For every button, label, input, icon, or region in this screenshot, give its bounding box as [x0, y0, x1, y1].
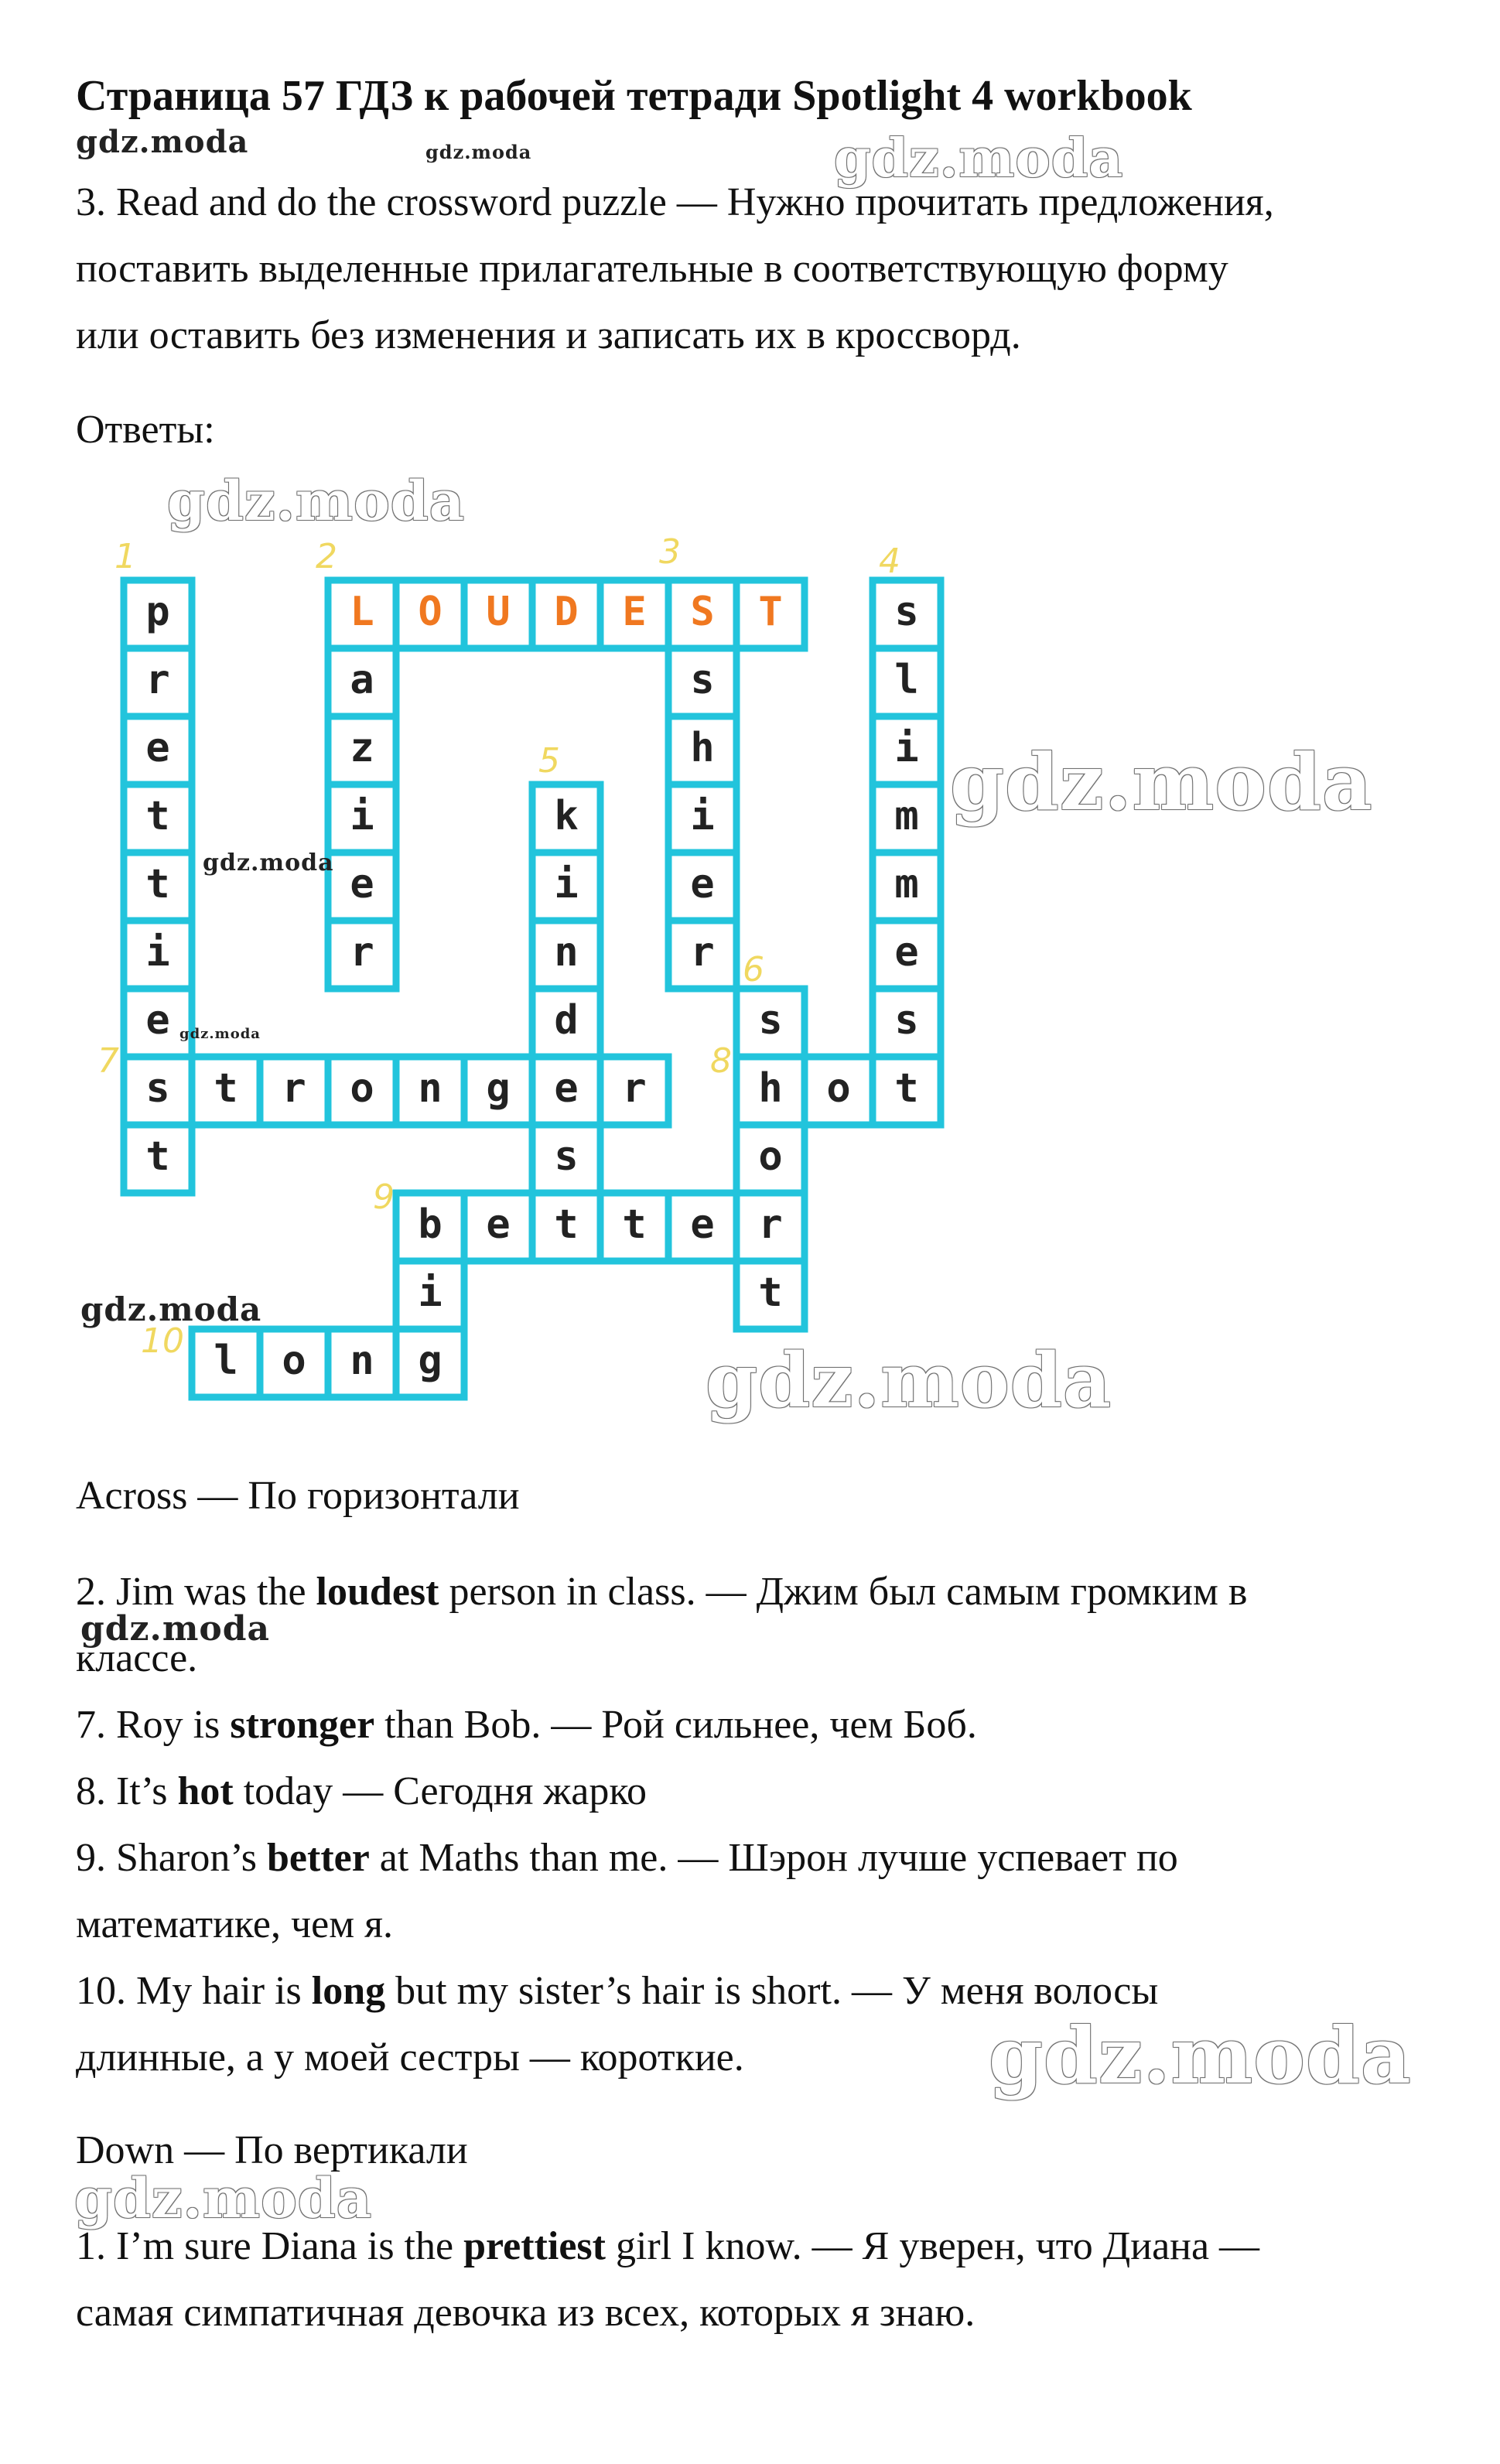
answers-label: Ответы:	[76, 408, 215, 452]
crossword-letter: o	[826, 1065, 851, 1112]
crossword-letter: L	[350, 589, 374, 636]
crossword-letter: n	[350, 1338, 374, 1385]
crossword-letter: S	[690, 589, 715, 636]
crossword-letter: h	[758, 1065, 783, 1112]
crossword-letter: a	[350, 657, 374, 704]
crossword-letter: D	[554, 589, 579, 636]
crossword-letter: i	[554, 861, 579, 908]
crossword-letter: i	[894, 725, 919, 772]
crossword-letter: s	[894, 589, 919, 636]
crossword-letter: n	[554, 929, 579, 976]
crossword-letter: l	[214, 1338, 238, 1385]
crossword-letter: r	[350, 929, 374, 976]
across-item-10: 10. My hair is long but my sister’s hair is short. — У меня волосы	[76, 1969, 1159, 2013]
clue-number: 5	[538, 741, 560, 781]
crossword-letter: r	[690, 929, 715, 976]
crossword-letter: s	[145, 1065, 170, 1112]
watermark: gdz.moda	[425, 141, 532, 163]
across-item-2-cont: классе.	[76, 1636, 198, 1680]
crossword-letter: e	[486, 1201, 511, 1249]
crossword-letter: T	[758, 589, 783, 636]
crossword-letter: i	[350, 793, 374, 840]
crossword-letter: p	[145, 589, 170, 636]
down-item-1: 1. I’m sure Diana is the prettiest girl I know. — Я уверен, что Диана —	[76, 2224, 1260, 2268]
down-item-1-cont: самая симпатичная девочка из всех, которых я знаю.	[76, 2291, 976, 2335]
clue-number: 9	[373, 1177, 395, 1217]
crossword-letter: l	[894, 657, 919, 704]
crossword-letter: O	[418, 589, 442, 636]
crossword-letter: k	[554, 793, 579, 840]
watermark: gdz.moda	[989, 2010, 1412, 2101]
crossword-letter: d	[554, 997, 579, 1044]
crossword-letter: g	[486, 1065, 511, 1112]
crossword-letter: e	[145, 725, 170, 772]
across-item-7: 7. Roy is stronger than Bob. — Рой сильнее, чем Боб.	[76, 1703, 977, 1747]
crossword-letter: g	[418, 1338, 442, 1385]
crossword-letter: o	[350, 1065, 374, 1112]
watermark: gdz.moda	[203, 849, 334, 877]
watermark: gdz.moda	[834, 128, 1124, 190]
crossword-letter: r	[758, 1201, 783, 1249]
crossword-letter: e	[690, 861, 715, 908]
clue-number: 3	[659, 532, 681, 572]
crossword-letter: m	[894, 793, 919, 840]
clue-number: 2	[316, 537, 337, 576]
crossword-letter: m	[894, 861, 919, 908]
watermark: gdz.moda	[167, 469, 466, 533]
crossword-letter: e	[145, 997, 170, 1044]
across-item-2: 2. Jim was the loudest person in class. — Джим был самым громким в	[76, 1570, 1248, 1614]
watermark: gdz.moda	[80, 1290, 262, 1328]
across-item-9-cont: математике, чем я.	[76, 1902, 394, 1946]
task-line-3: или оставить без изменения и записать их в кроссворд.	[76, 313, 1021, 357]
task-line-1: 3. Read and do the crossword puzzle — Нужно прочитать предложения,	[76, 180, 1274, 224]
clue-number: 7	[97, 1041, 119, 1081]
crossword-letter: b	[418, 1201, 442, 1249]
across-item-8: 8. It’s hot today — Сегодня жарко	[76, 1769, 647, 1813]
crossword-letter: i	[690, 793, 715, 840]
crossword-letter: e	[350, 861, 374, 908]
crossword-letter: h	[690, 725, 715, 772]
clue-number: 8	[710, 1041, 732, 1081]
watermark: gdz.moda	[80, 1609, 271, 1649]
crossword-letter: t	[145, 861, 170, 908]
crossword-letter: e	[554, 1065, 579, 1112]
crossword-letter: e	[690, 1201, 715, 1249]
clue-number: 10	[141, 1321, 184, 1361]
crossword-letter: s	[554, 1133, 579, 1181]
crossword-letter: n	[418, 1065, 442, 1112]
crossword-letter: s	[758, 997, 783, 1044]
crossword-letter: t	[622, 1201, 647, 1249]
crossword-letter: z	[350, 725, 374, 772]
clue-number: 4	[879, 542, 900, 581]
watermark: gdz.moda	[76, 124, 249, 160]
watermark: gdz.moda	[179, 1026, 261, 1042]
watermark: gdz.moda	[74, 2166, 373, 2230]
crossword-letter: t	[214, 1065, 238, 1112]
crossword-letter: o	[282, 1338, 306, 1385]
crossword-letter: t	[145, 793, 170, 840]
page-title: Страница 57 ГДЗ к рабочей тетради Spotlight 4 workbook	[76, 72, 1192, 120]
crossword-letter: U	[486, 589, 511, 636]
crossword-letter: r	[282, 1065, 306, 1112]
crossword-letter: i	[145, 929, 170, 976]
crossword-letter: o	[758, 1133, 783, 1181]
crossword-letter: t	[554, 1201, 579, 1249]
crossword-letter: t	[894, 1065, 919, 1112]
crossword-letter: e	[894, 929, 919, 976]
watermark: gdz.moda	[950, 736, 1373, 828]
crossword-letter: t	[758, 1270, 783, 1317]
crossword-letter: s	[690, 657, 715, 704]
task-line-2: поставить выделенные прилагательные в соответствующую форму	[76, 247, 1228, 291]
crossword-letter: i	[418, 1270, 442, 1317]
across-item-9: 9. Sharon’s better at Maths than me. — Шэрон лучше успевает по	[76, 1836, 1178, 1880]
across-item-10-cont: длинные, а у моей сестры — короткие.	[76, 2035, 744, 2080]
crossword-letter: t	[145, 1133, 170, 1181]
crossword-letter: E	[622, 589, 647, 636]
crossword-letter: r	[622, 1065, 647, 1112]
crossword-letter: r	[145, 657, 170, 704]
clue-number: 1	[114, 537, 136, 576]
across-heading: Across — По горизонтали	[76, 1474, 520, 1518]
down-heading: Down — По вертикали	[76, 2128, 468, 2172]
clue-number: 6	[743, 950, 764, 989]
watermark: gdz.moda	[706, 1337, 1112, 1424]
crossword-letter: s	[894, 997, 919, 1044]
